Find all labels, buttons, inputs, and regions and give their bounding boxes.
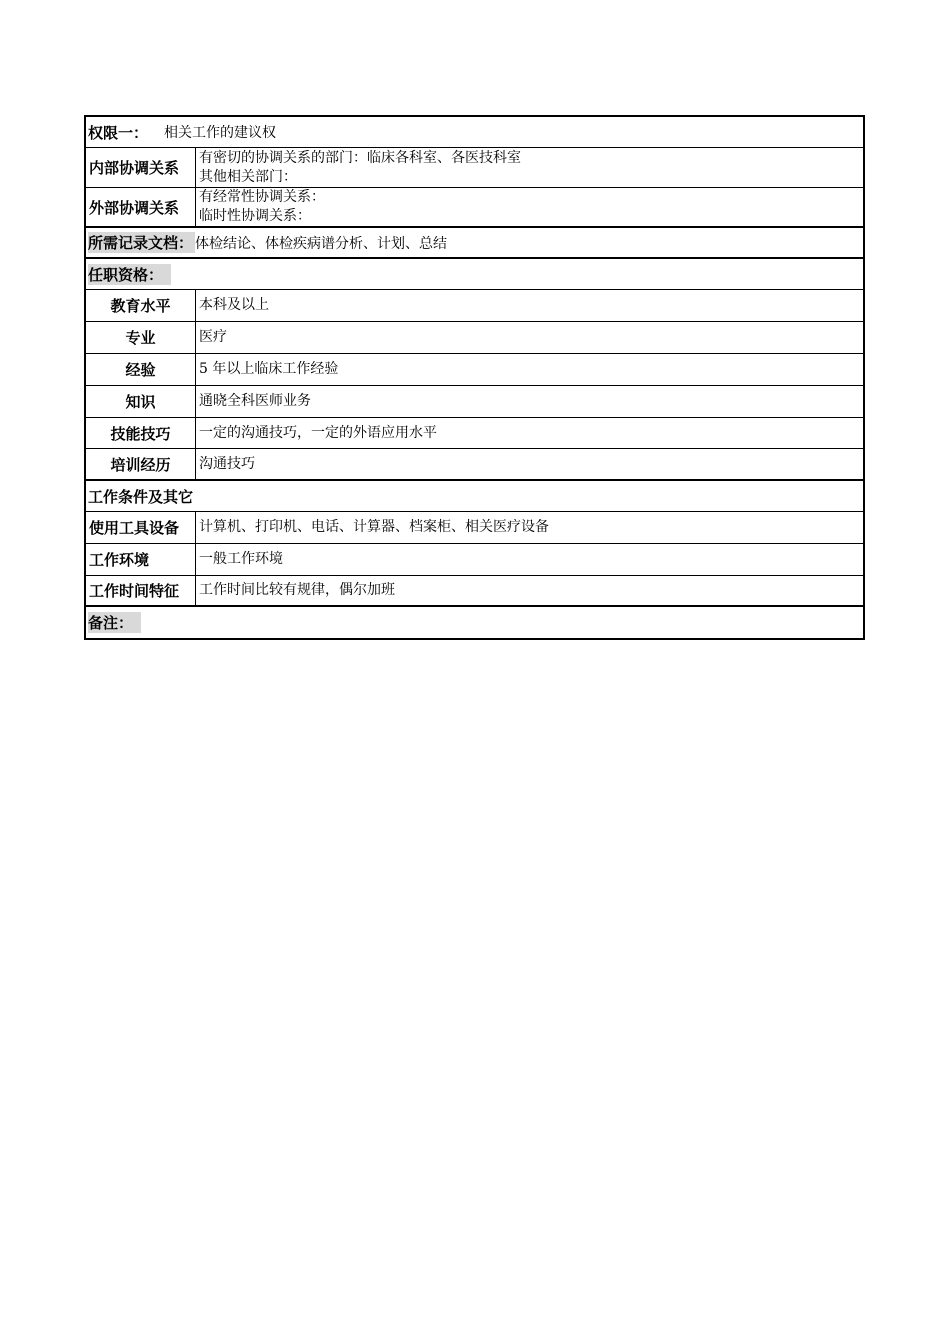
condition-row: [86, 512, 863, 544]
records-row: [86, 228, 863, 259]
qualification-row: [86, 354, 863, 386]
internal-coordination-row: [86, 148, 863, 188]
qualification-label: 专业: [86, 322, 196, 353]
qualification-value: 一定的沟通技巧，一定的外语应用水平: [199, 424, 437, 441]
qualifications-header-row: [86, 259, 863, 290]
qualification-label: 经验: [86, 354, 196, 385]
conditions-header-cell: [86, 481, 193, 511]
qualification-row: [86, 322, 863, 354]
authority-row: [86, 117, 863, 148]
qualification-value: 医疗: [199, 329, 227, 345]
external-line-1: 有经常性协调关系：: [199, 189, 325, 205]
qualification-row: [86, 449, 863, 481]
condition-value: 计算机、打印机、电话、计算器、档案柜、相关医疗设备: [199, 519, 549, 535]
qualification-value: 通晓全科医师业务: [199, 393, 311, 409]
qualification-label: 培训经历: [86, 449, 196, 479]
internal-coordination-value: [196, 148, 863, 187]
conditions-header-row: [86, 481, 863, 512]
records-value: 体检结论、体检疾病谱分析、计划、总结: [195, 235, 448, 252]
qualifications-header-cell: [86, 259, 171, 289]
external-coordination-row: [86, 188, 863, 228]
authority-value: 相关工作的建议权: [164, 125, 277, 141]
authority-cell: [86, 117, 276, 147]
records-cell: [86, 228, 447, 257]
external-coordination-label: 外部协调关系: [86, 188, 196, 226]
qualification-row: [86, 290, 863, 322]
qualification-row: [86, 418, 863, 449]
internal-line-1: 有密切的协调关系的部门：临床各科室、各医技科室: [199, 149, 521, 166]
qualification-row: [86, 386, 863, 418]
condition-row: [86, 544, 863, 576]
remarks-label: 备注：: [88, 612, 141, 633]
qualification-label: 技能技巧: [86, 418, 196, 448]
job-description-table: [84, 115, 865, 640]
condition-label: 工作时间特征: [86, 576, 196, 605]
qualification-label: 教育水平: [86, 290, 196, 321]
remarks-row: [86, 607, 863, 638]
condition-value: 一般工作环境: [199, 551, 283, 567]
condition-label: 使用工具设备: [86, 512, 196, 543]
external-coordination-value: [196, 188, 863, 226]
qualification-value: 本科及以上: [199, 297, 269, 313]
condition-row: [86, 576, 863, 607]
qualification-value: 5 年以上临床工作经验: [199, 361, 339, 377]
internal-coordination-label: 内部协调关系: [86, 148, 196, 187]
qualification-value: 沟通技巧: [199, 455, 255, 472]
records-label: 所需记录文档：: [88, 234, 194, 252]
qualification-label: 知识: [86, 386, 196, 417]
qualifications-title: 任职资格：: [88, 264, 171, 285]
internal-line-2: 其他相关部门：: [199, 168, 297, 185]
conditions-title: 工作条件及其它: [88, 487, 194, 506]
external-line-2: 临时性协调关系：: [199, 208, 311, 224]
condition-value: 工作时间比较有规律，偶尔加班: [199, 582, 395, 598]
authority-label: 权限一：: [88, 123, 149, 142]
remarks-cell: [86, 607, 141, 638]
condition-label: 工作环境: [86, 544, 196, 575]
